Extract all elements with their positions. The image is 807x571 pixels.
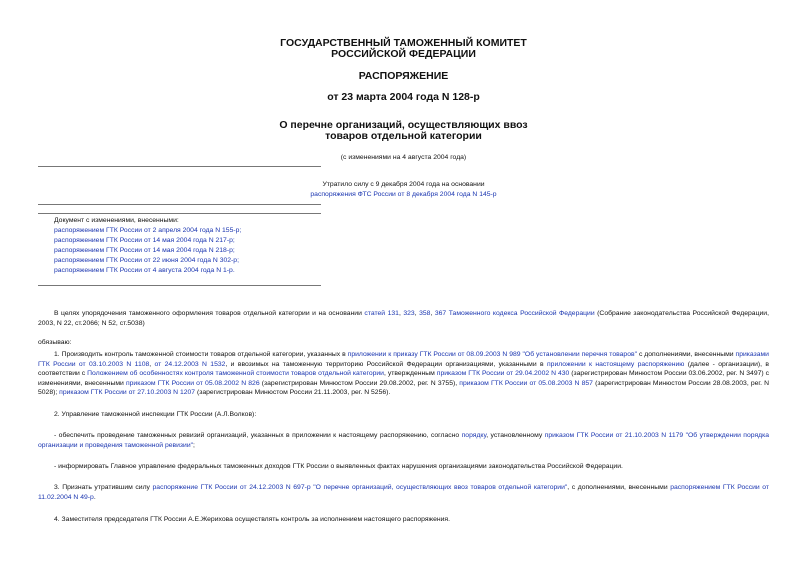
obliges-label: обязываю: [38, 339, 72, 346]
document-date: от 23 марта 2004 года N 128-р [327, 91, 480, 103]
intro-paragraph: В целях упорядочения таможенного оформления товаров отдельной категории и на основании статей 131, 323, 358, 367 Таможенного кодекса Российской Федерации (Собрание законодательства Российской Федерации, 2003, N 22, ст.2066; N 52, ст.5038) [38, 310, 769, 327]
appendix-link[interactable]: приложении к настоящему распоряжению [546, 360, 685, 368]
issuer-line-2: РОССИЙСКОЙ ФЕДЕРАЦИИ [331, 48, 476, 60]
code-article-link[interactable]: 358 [419, 310, 431, 317]
clause-2: 2. Управление таможенной инспекции ГТК России (А.Л.Волков): [54, 411, 257, 418]
amendment-link[interactable]: распоряжением ГТК России от 2 апреля 2004 года N 155-р; [54, 227, 242, 234]
code-article-link[interactable]: 323 [403, 310, 415, 317]
order-link[interactable]: приказом ГТК России от 21.10.2003 N 1179 "Об утверждении порядка организации и проведения таможенной ревизии" [38, 432, 769, 449]
lost-force-note: Утратило силу с 9 декабря 2004 года на основании [322, 181, 485, 188]
document-title-line-2: товаров отдельной категории [325, 130, 482, 142]
code-article-link[interactable]: 367 Таможенного кодекса Российской Федерации [434, 310, 595, 317]
order-link[interactable]: приложении к приказу ГТК России от 08.09.2003 N 989 "Об установлении перечня товаров" [347, 351, 638, 358]
divider [38, 204, 321, 205]
document-title-line-1: О перечне организаций, осуществляющих ввоз [279, 119, 528, 131]
procedure-link[interactable]: порядку [461, 432, 487, 439]
divider [38, 213, 321, 214]
amendment-link[interactable]: распоряжением ГТК России от 22 июня 2004 года N 302-р; [54, 257, 239, 264]
order-link[interactable]: приказом ГТК России от 27.10.2003 N 1207 [59, 389, 196, 397]
order-link[interactable]: приказом ГТК России от 05.08.2002 N 826 [125, 379, 260, 387]
amendments-label: Документ с изменениями, внесенными: [54, 217, 179, 224]
clause-2-item-1: - обеспечить проведение таможенных ревизий организаций, указанных в приложении к настоящему распоряжению, согласно порядку, установленному приказом ГТК России от 21.10.2003 N 1179 "Об утверждении порядка организации и проведения таможенной ревизии"; [38, 432, 769, 449]
order-link[interactable]: приказом ГТК России от 05.08.2003 N 857 [459, 379, 593, 387]
regulation-link[interactable]: Положением об особенностях контроля таможенной стоимости товаров отдельной категории [87, 370, 384, 378]
divider [38, 285, 321, 286]
order-link[interactable]: приказами ГТК России от 03.10.2003 N 1108 [38, 351, 769, 368]
divider [38, 166, 321, 167]
order-link[interactable]: распоряжение ГТК России от 24.12.2003 N 697-р "О перечне организаций, осуществляющих ввоз товаров отдельной категории" [152, 484, 568, 491]
clause-3: 3. Признать утратившим силу распоряжение ГТК России от 24.12.2003 N 697-р "О перечне организаций, осуществляющих ввоз товаров отдельной категории", с дополнениями, внесенными распоряжением ГТК России от 11.02.2004 N 49-р. [38, 484, 770, 501]
issuer-line-1: ГОСУДАРСТВЕННЫЙ ТАМОЖЕННЫЙ КОМИТЕТ [280, 37, 527, 49]
order-link[interactable]: распоряжением ГТК России от 11.02.2004 N 49-р [38, 484, 770, 501]
amended-note: (с изменениями на 4 августа 2004 года) [340, 154, 467, 161]
document-type: РАСПОРЯЖЕНИЕ [358, 70, 449, 82]
order-link[interactable]: приказом ГТК России от 29.04.2002 N 430 [436, 370, 570, 378]
amendment-link[interactable]: распоряжением ГТК России от 14 мая 2004 года N 218-р; [54, 247, 235, 254]
amendment-link[interactable]: распоряжением ГТК России от 14 мая 2004 года N 217-р; [54, 237, 235, 244]
lost-force-link[interactable]: распоряжения ФТС России от 8 декабря 2004 года N 145-р [310, 191, 497, 198]
clause-4: 4. Заместителя председателя ГТК России А.Е.Жерихова осуществлять контроль за исполнением настоящего распоряжения. [54, 516, 450, 523]
amendment-link[interactable]: распоряжением ГТК России от 4 августа 2004 года N 1-р. [54, 267, 235, 274]
clause-1: 1. Производить контроль таможенной стоимости товаров отдельной категории, указанных в приложении к приказу ГТК России от 08.09.2003 N 989 "Об установлении перечня товаров" с дополнениями, внесенными приказами ГТК России от 03.10.2003 N 1108, от 24.12.2003 N 1532, и ввозимых на таможенную территорию Российской Федерации организациями, указанными в приложении к настоящему распоряжению (далее - организации), в соответствии с Положением об особенностях контроля таможенной стоимости товаров отдельной категории, утвержденным приказом ГТК России от 29.04.2002 N 430 (зарегистрирован Минюстом России 03.06.2002, рег. N 3497) с изменениями, внесенными приказом ГТК России от 05.08.2002 N 826 (зарегистрирован Минюстом России 29.08.2002, рег. N 3755), приказом ГТК России от 05.08.2003 N 857 (зарегистрирован Минюстом России 28.08.2003, рег. N 5028); приказом ГТК России от 27.10.2003 N 1207 (зарегистрирован Минюстом России 21.11.2003, рег. N 5256). [38, 351, 770, 397]
code-article-link[interactable]: статей 131 [364, 310, 399, 317]
clause-2-item-2: - информировать Главное управление федеральных таможенных доходов ГТК России о выявленных фактах нарушения организациями законодательства Российской Федерации. [54, 463, 623, 470]
order-link[interactable]: от 24.12.2003 N 1532 [154, 360, 226, 368]
